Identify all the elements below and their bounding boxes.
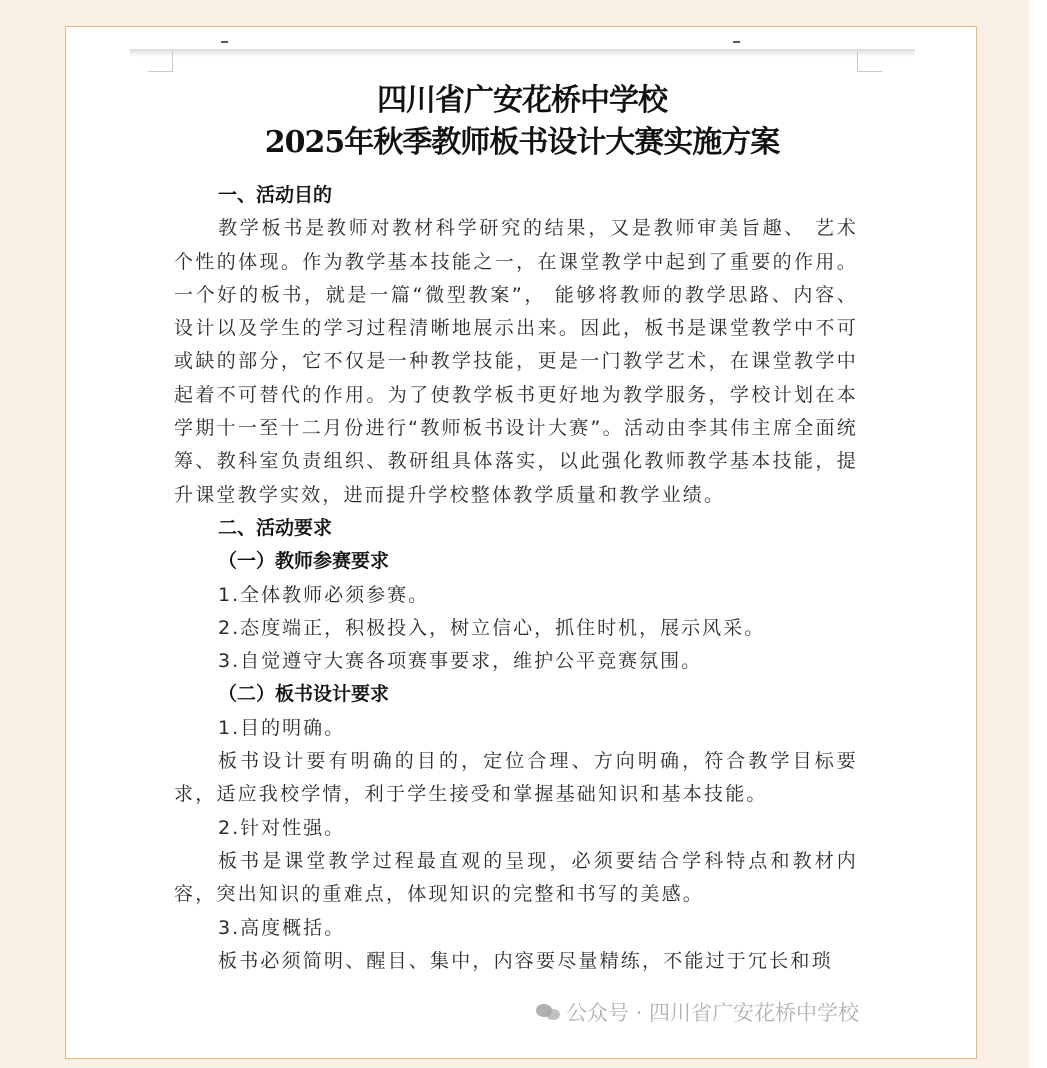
point-text: 板书必须简明、醒目、集中，内容要尽量精练，不能过于冗长和琐 [218, 949, 833, 972]
section-heading-requirements: 二、活动要求 [218, 516, 333, 539]
point-text: 板书是课堂教学过程最直观的呈现，必须要结合学科特点和教材内容，突出知识的重难点，体现知识的完整和书写的美感。 [174, 849, 858, 906]
margin-corner-right [857, 51, 882, 72]
document-title-plan: 2025年秋季教师板书设计大赛实施方案 [264, 125, 780, 160]
margin-corner-left [148, 51, 173, 72]
subsection-heading-board-design: （二）板书设计要求 [218, 683, 390, 706]
document-frame [65, 26, 977, 1059]
watermark-text: 公众号 · 四川省广安花桥中学校 [566, 1001, 860, 1025]
section-heading-purpose: 一、活动目的 [218, 184, 333, 206]
point-label: 3.高度概括。 [218, 916, 346, 939]
document-body [174, 179, 858, 978]
point-text: 板书设计要有明确的目的，定位合理、方向明确，符合教学目标要求，适应我校学情，利于学生接受和掌握基础知识和基本技能。 [174, 750, 858, 806]
point-label: 1.目的明确。 [218, 716, 346, 739]
list-item: 1.全体教师必须参赛。 [218, 583, 430, 606]
list-item: 3.自觉遵守大赛各项赛事要求，维护公平竞赛氛围。 [218, 650, 703, 673]
page-marker-right [733, 41, 740, 43]
point-label: 2.针对性强。 [218, 816, 346, 839]
document-title-school: 四川省广安花桥中学校 [377, 83, 667, 118]
page-marker-left [221, 41, 228, 43]
watermark [536, 997, 859, 1027]
subsection-heading-teacher: （一）教师参赛要求 [218, 550, 390, 573]
section-paragraph-purpose: 教学板书是教师对教材科学研究的结果，又是教师审美旨趣、 艺术个性的体现。作为教学基本技能之一，在课堂教学中起到了重要的作用。一个好的板书，就是一篇“微型教案”， 能够将教师的教学思路、内容、设计以及学生的学习过程清晰地展示出来。因此，板书是课堂教学中不可或缺的部分，它不仅是一种教学技能，更是一门教学艺术，在课堂教学中起着不可替代的作用。为了使教学板书更好地为教学服务，学校计划在本学期十一至十二月份进行“教师板书设计大赛”。活动由李其伟主席全面统筹、教科室负责组织、教研组具体落实，以此强化教师教学基本技能，提升课堂教学实效，进而提升学校整体教学质量和教学业绩。 [174, 217, 858, 506]
list-item: 2.态度端正，积极投入，树立信心，抓住时机，展示风采。 [218, 616, 766, 639]
wechat-icon [536, 1002, 562, 1022]
page-break-shadow [130, 49, 915, 57]
